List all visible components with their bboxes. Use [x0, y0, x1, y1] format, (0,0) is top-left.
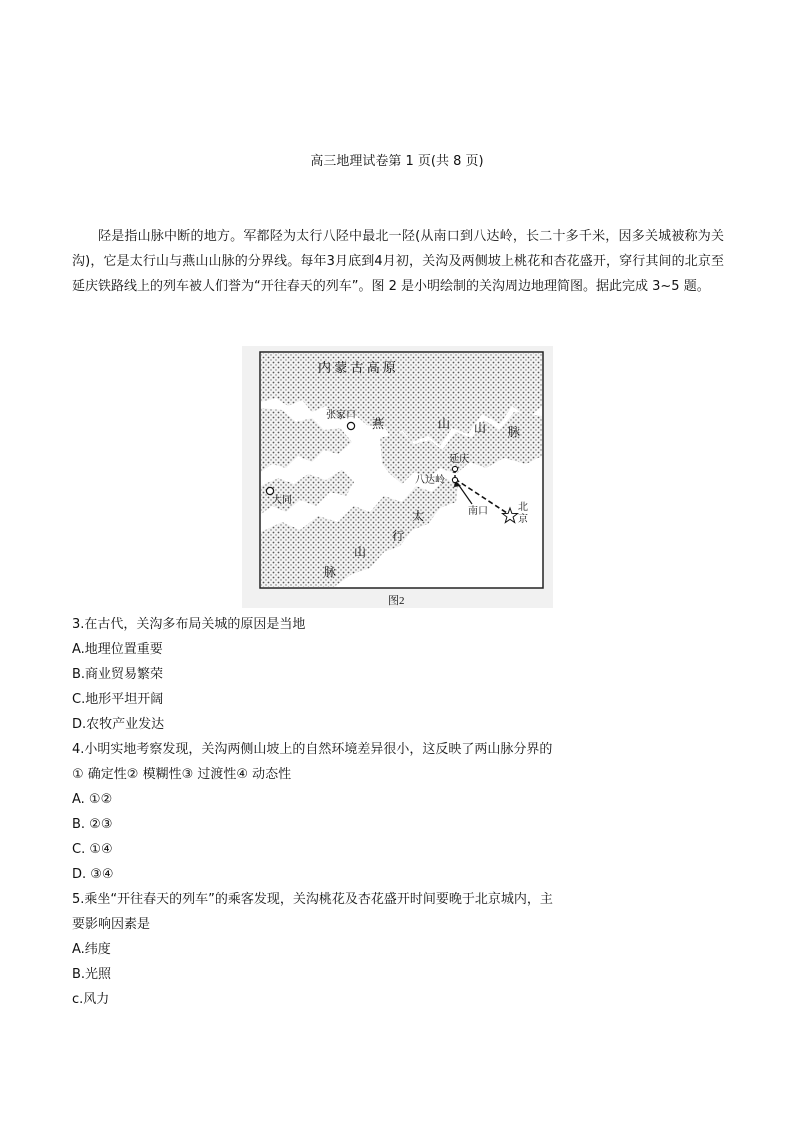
q5-option-b: B.光照: [72, 967, 112, 982]
beijing-label-2: 京: [518, 514, 528, 525]
yanqing-dot: [452, 466, 457, 471]
q4-option-a: A. ①②: [72, 792, 113, 807]
q3-option-d: D.农牧产业发达: [72, 717, 165, 732]
q3-option-b: B.商业贸易繁荣: [72, 667, 164, 682]
yan-label-1: 燕: [372, 417, 385, 431]
yanqing-label: 延庆: [449, 454, 469, 465]
nankou-label: 南口: [468, 506, 488, 517]
map-figure: [242, 346, 553, 608]
q3-stem: 3.在古代，关沟多布局关城的原因是当地: [72, 617, 306, 632]
q5-option-c: c.风力: [72, 992, 110, 1007]
taihang-label-4: 脉: [324, 565, 337, 579]
q3-option-a: A.地理位置重要: [72, 642, 163, 657]
q5-stem-line-1: 5.乘坐“开往春天的列车”的乘客发现，关沟桃花及杏花盛开时间要晚于北京城内，主: [72, 892, 553, 907]
yan-label-3: 山: [474, 421, 487, 435]
q3-option-c: C.地形平坦开阔: [72, 692, 164, 707]
q4-option-c: C. ①④: [72, 842, 113, 857]
badaling-dot: [452, 477, 457, 482]
yan-label-2: 山: [438, 417, 451, 431]
q4-items: ① 确定性② 模糊性③ 过渡性④ 动态性: [72, 767, 292, 782]
map-svg: [242, 346, 553, 608]
datong-dot: [266, 487, 273, 494]
plateau-label: 内 蒙 古 高 原: [318, 360, 397, 375]
zhangjiakou-label: 张家口: [326, 410, 356, 421]
q5-stem-line-2: 要影响因素是: [72, 917, 151, 932]
q4-option-b: B. ②③: [72, 817, 113, 832]
taihang-label-1: 太: [412, 509, 425, 523]
yan-label-4: 脉: [508, 425, 521, 439]
intro-paragraph: 陉是指山脉中断的地方。军都陉为太行八陉中最北一陉(从南口到八达岭，长二十多千米，因多关城被称为关沟)，它是太行山与燕山山脉的分界线。每年3月底到4月初，关沟及两侧坡上桃花和杏花盛开，穿行其间的北京至延庆铁路线上的列车被人们誉为“开往春天的列车”。图 2 是小明绘制的关沟周边地理简图。据此完成 3~5 题。: [72, 229, 724, 294]
taihang-label-2: 行: [392, 529, 405, 543]
taihang-label-3: 山: [354, 545, 367, 559]
q4-option-d: D. ③④: [72, 867, 114, 882]
q5-option-a: A.纬度: [72, 942, 111, 957]
page-header: 高三地理试卷第 1 页(共 8 页): [310, 154, 484, 169]
badaling-label: 八达岭: [415, 475, 445, 486]
q4-stem: 4.小明实地考察发现，关沟两侧山坡上的自然环境差异很小，这反映了两山脉分界的: [72, 742, 553, 757]
figure-caption: 图2: [388, 595, 405, 607]
datong-label: 大同: [272, 495, 292, 506]
zhangjiakou-dot: [347, 422, 354, 429]
beijing-label-1: 北: [518, 502, 528, 513]
